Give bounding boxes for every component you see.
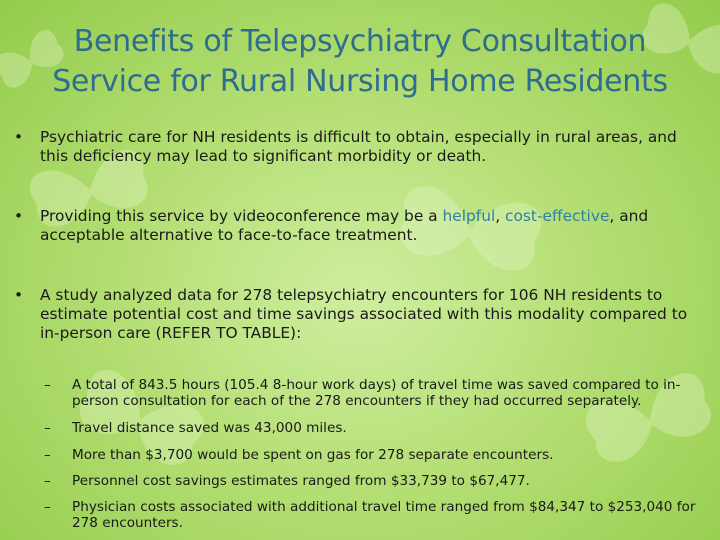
bullet-text: Psychiatric care for NH residents is difficult to obtain, especially in rural areas, and this deficiency may lead to significant morbidity or death. — [40, 128, 677, 165]
sub-bullet-1 — [44, 378, 704, 409]
sub-bullet-dash: – — [44, 377, 51, 393]
title-line-1: Benefits of Telepsychiatry Consultation — [73, 24, 647, 59]
sub-bullet-text: Physician costs associated with additional travel time ranged from $84,347 to $253,040 for 278 encounters. — [72, 499, 696, 531]
sub-bullet-text: More than $3,700 would be spent on gas for 278 separate encounters. — [72, 447, 554, 463]
sub-bullet-4 — [44, 474, 704, 490]
sub-bullet-dash: – — [44, 499, 51, 515]
sub-bullet-2 — [44, 421, 704, 437]
bullet-1 — [14, 128, 706, 166]
bullet-dot: • — [14, 286, 24, 304]
title-line-2: Service for Rural Nursing Home Residents — [52, 64, 668, 99]
bullet-text-part: , and acceptable alternative to face-to-face treatment. — [40, 207, 649, 244]
bullet-text-part: , — [495, 207, 506, 225]
sub-bullet-dash: – — [44, 420, 51, 436]
sub-bullet-text: Personnel cost savings estimates ranged from $33,739 to $67,477. — [72, 473, 530, 489]
slide-title — [20, 22, 700, 102]
bullet-dot: • — [14, 128, 24, 146]
highlight-helpful: helpful — [442, 207, 496, 225]
sub-bullet-dash: – — [44, 447, 51, 463]
bullet-text — [40, 207, 706, 245]
sub-bullet-5 — [44, 500, 704, 531]
sub-bullet-text: Travel distance saved was 43,000 miles. — [72, 420, 347, 436]
bullet-2 — [14, 207, 706, 245]
sub-bullet-3 — [44, 448, 704, 464]
bullet-dot: • — [14, 207, 24, 225]
bullet-text-part: Providing this service by videoconference may be a — [40, 207, 443, 225]
sub-bullet-dash: – — [44, 473, 51, 489]
bullet-3 — [14, 286, 706, 343]
highlight-cost-effective: cost-effective — [505, 207, 610, 225]
bullet-text: A study analyzed data for 278 telepsychiatry encounters for 106 NH residents to estimate potential cost and time savings associated with this modality compared to in-person care (REFER TO TABLE): — [40, 286, 688, 342]
sub-bullet-text: A total of 843.5 hours (105.4 8-hour work days) of travel time was saved compared to in-person consultation for each of the 278 encounters if they had occurred separately. — [72, 377, 681, 409]
